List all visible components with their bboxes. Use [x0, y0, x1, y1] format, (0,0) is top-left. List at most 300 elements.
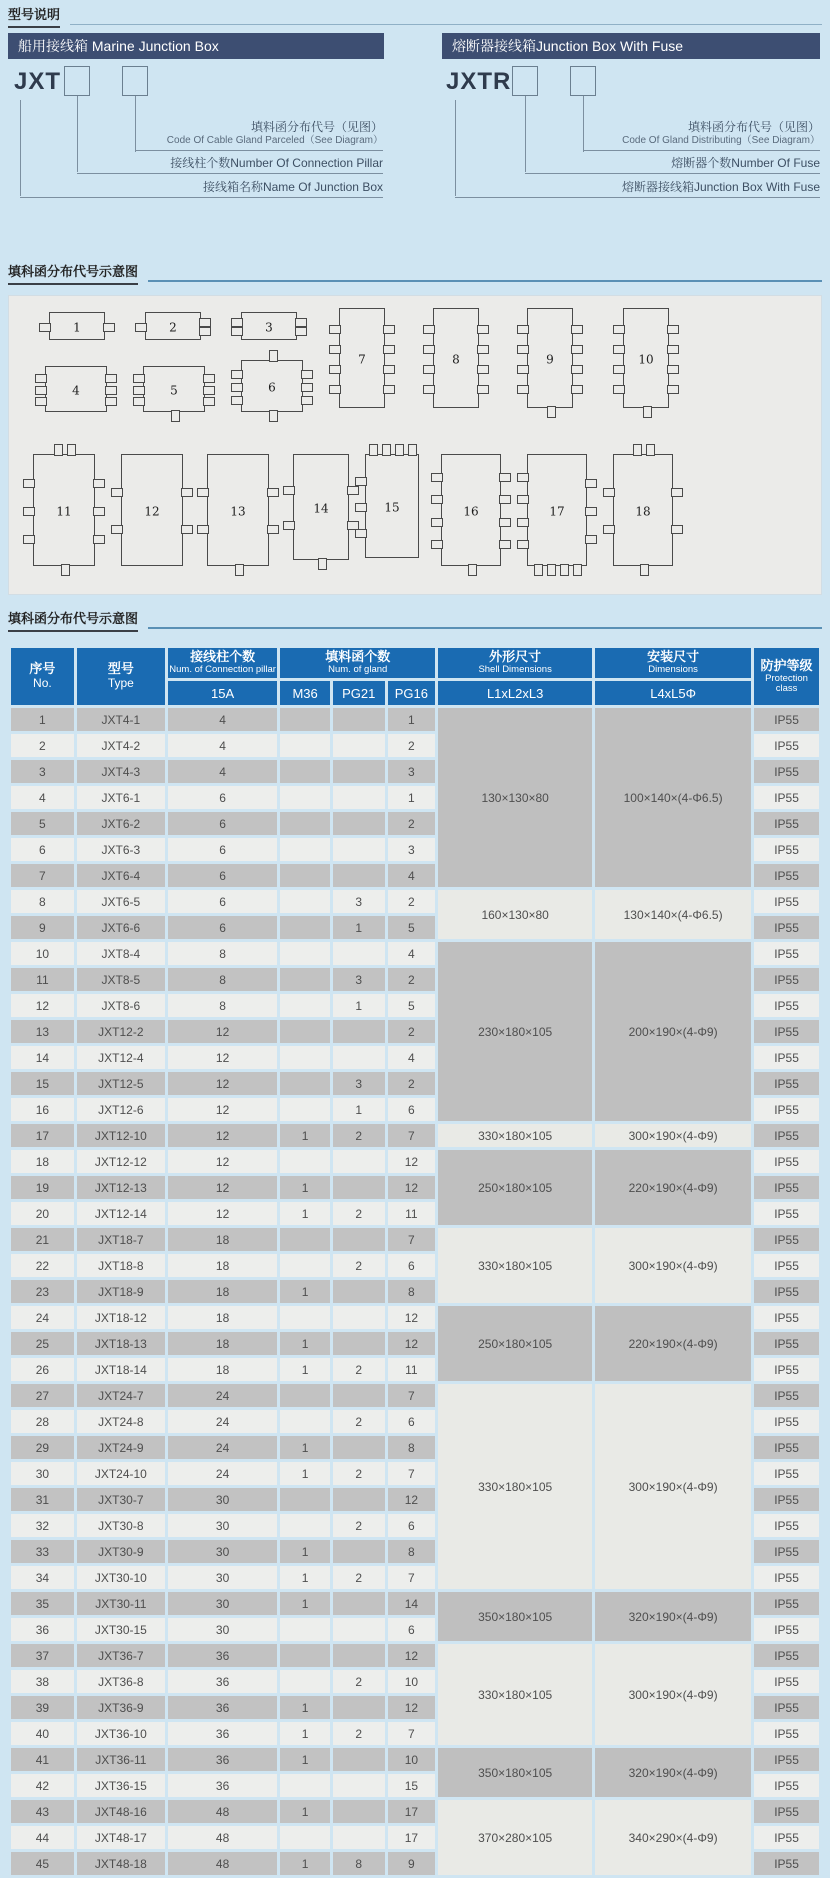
fuse-prefix: JXTR: [446, 68, 512, 95]
gland-tab: [423, 365, 435, 374]
row-type: JXT12-12: [77, 1150, 165, 1173]
cell-m36: [280, 708, 330, 731]
cell-pg16: 7: [388, 1124, 436, 1147]
shell-dimensions-cell: 330×180×105: [438, 1644, 592, 1745]
shell-dimensions-cell: 370×280×105: [438, 1800, 592, 1875]
row-no: 6: [11, 838, 74, 861]
cell-pg21: [333, 942, 385, 965]
header-cn: 接线柱个数: [190, 649, 256, 665]
cell-15a: 30: [168, 1514, 277, 1537]
gland-diagram-9: [527, 308, 573, 408]
gland-tab: [269, 410, 278, 422]
cell-pg16: 4: [388, 1046, 436, 1069]
gland-tab: [633, 444, 642, 456]
cell-15a: 6: [168, 916, 277, 939]
gland-tab: [383, 325, 395, 334]
cell-m36: [280, 1410, 330, 1433]
gland-tab: [105, 397, 117, 406]
cell-m36: [280, 1046, 330, 1069]
model-section-header: [8, 8, 822, 28]
cell-pg21: 2: [333, 1124, 385, 1147]
cell-pg16: 14: [388, 1592, 436, 1615]
cell-pg21: [333, 1280, 385, 1303]
cell-pg16: 2: [388, 734, 436, 757]
cell-15a: 36: [168, 1644, 277, 1667]
gland-tab: [269, 350, 278, 362]
gland-tab: [571, 325, 583, 334]
cell-pg21: 1: [333, 994, 385, 1017]
cell-pg21: 2: [333, 1514, 385, 1537]
subheader-mount-formula: L4xL5Φ: [595, 681, 751, 705]
row-type: JXT12-4: [77, 1046, 165, 1069]
cell-15a: 8: [168, 994, 277, 1017]
row-no: 21: [11, 1228, 74, 1251]
cell-pg16: 10: [388, 1748, 436, 1771]
row-no: 28: [11, 1410, 74, 1433]
col-header-shell: [438, 648, 592, 678]
mount-dimensions-cell: 300×190×(4-Φ9): [595, 1124, 751, 1147]
cell-pg16: 2: [388, 968, 436, 991]
gland-tab: [517, 495, 529, 504]
cell-m36: [280, 1098, 330, 1121]
cell-m36: [280, 1670, 330, 1693]
cell-m36: [280, 786, 330, 809]
cell-m36: 1: [280, 1800, 330, 1823]
row-type: JXT36-15: [77, 1774, 165, 1797]
cell-pg21: [333, 1306, 385, 1329]
cell-protection: IP55: [754, 1254, 819, 1277]
cell-pg21: [333, 1644, 385, 1667]
gland-tab: [283, 521, 295, 530]
cell-m36: [280, 942, 330, 965]
table-row: [11, 1124, 819, 1147]
row-type: JXT30-8: [77, 1514, 165, 1537]
col-header-no: [11, 648, 74, 705]
row-type: JXT18-14: [77, 1358, 165, 1381]
row-no: 16: [11, 1098, 74, 1121]
row-type: JXT4-2: [77, 734, 165, 757]
cell-pg16: 7: [388, 1722, 436, 1745]
row-type: JXT8-4: [77, 942, 165, 965]
table-row: [11, 708, 819, 731]
gland-tab: [547, 564, 556, 576]
cell-protection: IP55: [754, 1722, 819, 1745]
row-no: 37: [11, 1644, 74, 1667]
row-no: 1: [11, 708, 74, 731]
table-row: [11, 1592, 819, 1615]
cell-protection: IP55: [754, 1358, 819, 1381]
cell-pg21: [333, 1696, 385, 1719]
cell-15a: 18: [168, 1332, 277, 1355]
cell-pg21: [333, 1332, 385, 1355]
cell-protection: IP55: [754, 1202, 819, 1225]
header-en: Type: [107, 676, 134, 691]
mount-dimensions-cell: 300×190×(4-Φ9): [595, 1644, 751, 1745]
table-row: [11, 942, 819, 965]
row-no: 36: [11, 1618, 74, 1641]
col-header-pillar: [168, 648, 277, 678]
cell-protection: IP55: [754, 1306, 819, 1329]
cell-pg21: [333, 1488, 385, 1511]
cell-protection: IP55: [754, 1280, 819, 1303]
header-cn: 安装尺寸: [647, 649, 700, 665]
row-type: JXT12-2: [77, 1020, 165, 1043]
row-no: 9: [11, 916, 74, 939]
gland-diagram-7: [339, 308, 385, 408]
gland-tab: [231, 370, 243, 379]
cell-pg21: 3: [333, 968, 385, 991]
header-cn: 填料函个数: [325, 649, 391, 665]
header-cn: 防护等级: [760, 657, 813, 673]
gland-tab: [329, 345, 341, 354]
gland-tab: [199, 327, 211, 336]
row-no: 10: [11, 942, 74, 965]
diagram-section-rule: [148, 280, 822, 282]
mount-dimensions-cell: 300×190×(4-Φ9): [595, 1384, 751, 1589]
row-type: JXT6-2: [77, 812, 165, 835]
cell-15a: 12: [168, 1046, 277, 1069]
cell-protection: IP55: [754, 812, 819, 835]
row-type: JXT24-8: [77, 1410, 165, 1433]
gland-tab: [585, 479, 597, 488]
cell-pg16: 7: [388, 1384, 436, 1407]
diagram-number: 2: [169, 320, 177, 335]
diagram-number: 14: [313, 501, 329, 516]
cell-pg21: 2: [333, 1670, 385, 1693]
gland-tab: [199, 318, 211, 327]
gland-tab: [329, 325, 341, 334]
cell-pg21: [333, 1592, 385, 1615]
row-no: 40: [11, 1722, 74, 1745]
gland-tab: [517, 518, 529, 527]
cell-pg16: 10: [388, 1670, 436, 1693]
marine-prefix: JXT: [14, 68, 62, 95]
gland-tab: [423, 325, 435, 334]
gland-diagram-14: [293, 454, 349, 560]
gland-diagram-10: [623, 308, 669, 408]
row-no: 7: [11, 864, 74, 887]
cell-15a: 12: [168, 1150, 277, 1173]
gland-tab: [135, 323, 147, 332]
marine-code-box-2: [122, 66, 148, 96]
row-type: JXT18-13: [77, 1332, 165, 1355]
gland-tab: [423, 345, 435, 354]
gland-tab: [383, 365, 395, 374]
cell-15a: 6: [168, 812, 277, 835]
cell-m36: 1: [280, 1176, 330, 1199]
cell-protection: IP55: [754, 838, 819, 861]
shell-dimensions-cell: 230×180×105: [438, 942, 592, 1121]
fuse-box-title: 熔断器接线箱Junction Box With Fuse: [442, 33, 820, 59]
cell-pg21: 8: [333, 1852, 385, 1875]
gland-tab: [93, 535, 105, 544]
cell-15a: 8: [168, 968, 277, 991]
gland-tab: [181, 525, 193, 534]
subheader-shell-formula: L1xL2xL3: [438, 681, 592, 705]
header-en: Shell Dimensions: [478, 664, 552, 676]
cell-pg16: 8: [388, 1280, 436, 1303]
table-row: [11, 1644, 819, 1667]
cell-m36: [280, 760, 330, 783]
cell-protection: IP55: [754, 1514, 819, 1537]
gland-tab: [408, 444, 417, 456]
cell-pg21: [333, 864, 385, 887]
gland-diagram-18: [613, 454, 673, 566]
row-no: 38: [11, 1670, 74, 1693]
gland-tab: [603, 525, 615, 534]
cell-pg21: [333, 1150, 385, 1173]
cell-pg16: 6: [388, 1618, 436, 1641]
cell-15a: 36: [168, 1722, 277, 1745]
gland-tab: [231, 396, 243, 405]
cell-pg21: 2: [333, 1410, 385, 1433]
row-type: JXT30-7: [77, 1488, 165, 1511]
cell-pg16: 3: [388, 838, 436, 861]
gland-tab: [395, 444, 404, 456]
cell-m36: 1: [280, 1280, 330, 1303]
cell-pg16: 3: [388, 760, 436, 783]
row-no: 24: [11, 1306, 74, 1329]
cell-15a: 12: [168, 1072, 277, 1095]
row-no: 15: [11, 1072, 74, 1095]
cell-protection: IP55: [754, 1124, 819, 1147]
cell-pg16: 6: [388, 1410, 436, 1433]
diagram-number: 6: [268, 380, 276, 395]
cell-pg16: 8: [388, 1540, 436, 1563]
cell-protection: IP55: [754, 1592, 819, 1615]
row-no: 41: [11, 1748, 74, 1771]
gland-tab: [111, 525, 123, 534]
gland-diagram-1: [49, 312, 105, 340]
cell-m36: [280, 968, 330, 991]
fuse-count-label: 熔断器个数Number Of Fuse: [525, 156, 820, 174]
cell-15a: 30: [168, 1618, 277, 1641]
cell-15a: 12: [168, 1202, 277, 1225]
cell-pg16: 8: [388, 1436, 436, 1459]
gland-tab: [301, 370, 313, 379]
row-type: JXT18-12: [77, 1306, 165, 1329]
gland-tab: [231, 383, 243, 392]
table-section-header: [8, 612, 822, 632]
cell-15a: 18: [168, 1358, 277, 1381]
row-no: 13: [11, 1020, 74, 1043]
cell-pg21: [333, 760, 385, 783]
row-no: 31: [11, 1488, 74, 1511]
row-no: 32: [11, 1514, 74, 1537]
gland-diagram-11: [33, 454, 95, 566]
diagram-number: 15: [384, 500, 400, 515]
cell-m36: [280, 1644, 330, 1667]
cell-pg16: 5: [388, 994, 436, 1017]
cell-m36: [280, 812, 330, 835]
gland-tab: [383, 385, 395, 394]
cell-m36: 1: [280, 1566, 330, 1589]
row-type: JXT4-3: [77, 760, 165, 783]
gland-tab: [499, 473, 511, 482]
gland-tab: [671, 525, 683, 534]
mount-dimensions-cell: 220×190×(4-Φ9): [595, 1306, 751, 1381]
cell-pg21: [333, 1228, 385, 1251]
cell-15a: 12: [168, 1176, 277, 1199]
gland-tab: [301, 396, 313, 405]
cell-protection: IP55: [754, 1150, 819, 1173]
cell-protection: IP55: [754, 1176, 819, 1199]
cell-protection: IP55: [754, 942, 819, 965]
cell-pg21: 1: [333, 1098, 385, 1121]
gland-tab: [171, 410, 180, 422]
row-type: JXT48-16: [77, 1800, 165, 1823]
cell-pg21: [333, 1826, 385, 1849]
diagram-number: 5: [170, 383, 178, 398]
gland-tab: [197, 525, 209, 534]
gland-tab: [369, 444, 378, 456]
cell-protection: IP55: [754, 1852, 819, 1875]
row-type: JXT30-9: [77, 1540, 165, 1563]
col-header-mount: [595, 648, 751, 678]
cell-pg16: 4: [388, 942, 436, 965]
row-no: 23: [11, 1280, 74, 1303]
cell-m36: 1: [280, 1592, 330, 1615]
cell-pg21: 2: [333, 1202, 385, 1225]
diagram-section-title: 填科函分布代号示意图: [8, 261, 138, 285]
gland-tab: [67, 444, 76, 456]
marine-name-label: 接线箱名称Name Of Junction Box: [20, 180, 383, 198]
cell-15a: 6: [168, 890, 277, 913]
row-type: JXT48-17: [77, 1826, 165, 1849]
gland-diagram-4: [45, 366, 107, 412]
diagram-number: 17: [549, 504, 565, 519]
shell-dimensions-cell: 330×180×105: [438, 1228, 592, 1303]
cell-m36: [280, 1150, 330, 1173]
cell-pg16: 17: [388, 1800, 436, 1823]
cell-m36: 1: [280, 1436, 330, 1459]
gland-tab: [203, 397, 215, 406]
cell-15a: 12: [168, 1098, 277, 1121]
cell-protection: IP55: [754, 890, 819, 913]
cell-m36: [280, 1488, 330, 1511]
gland-tab: [301, 383, 313, 392]
header-cn: 序号: [29, 661, 56, 677]
spec-table-body: [11, 708, 819, 1875]
shell-dimensions-cell: 350×180×105: [438, 1748, 592, 1797]
gland-tab: [667, 345, 679, 354]
row-no: 18: [11, 1150, 74, 1173]
row-type: JXT6-1: [77, 786, 165, 809]
diagram-number: 18: [635, 504, 651, 519]
cell-m36: 1: [280, 1124, 330, 1147]
cell-15a: 36: [168, 1670, 277, 1693]
cell-m36: [280, 1020, 330, 1043]
row-type: JXT8-5: [77, 968, 165, 991]
gland-diagram-6: [241, 360, 303, 412]
row-no: 17: [11, 1124, 74, 1147]
row-type: JXT6-3: [77, 838, 165, 861]
cell-protection: IP55: [754, 1800, 819, 1823]
gland-tab: [517, 540, 529, 549]
cell-pg21: [333, 1800, 385, 1823]
cell-protection: IP55: [754, 760, 819, 783]
row-no: 2: [11, 734, 74, 757]
gland-diagram-17: [527, 454, 587, 566]
gland-tab: [517, 365, 529, 374]
table-row: [11, 1150, 819, 1173]
gland-tab: [571, 345, 583, 354]
cell-15a: 18: [168, 1280, 277, 1303]
gland-tab: [105, 374, 117, 383]
cell-15a: 8: [168, 942, 277, 965]
gland-tab: [499, 495, 511, 504]
gland-tab: [355, 477, 367, 486]
cell-m36: [280, 1826, 330, 1849]
gland-tab: [613, 385, 625, 394]
cell-pg16: 6: [388, 1254, 436, 1277]
cell-protection: IP55: [754, 708, 819, 731]
gland-tab: [197, 488, 209, 497]
cell-protection: IP55: [754, 1098, 819, 1121]
gland-tab: [35, 397, 47, 406]
gland-diagram-13: [207, 454, 269, 566]
gland-tab: [585, 507, 597, 516]
cell-pg16: 17: [388, 1826, 436, 1849]
gland-tab: [93, 479, 105, 488]
diagram-number: 3: [265, 320, 273, 335]
row-type: JXT18-9: [77, 1280, 165, 1303]
gland-tab: [181, 488, 193, 497]
gland-code-panel: [8, 295, 822, 595]
row-type: JXT18-8: [77, 1254, 165, 1277]
cell-15a: 4: [168, 760, 277, 783]
cell-15a: 30: [168, 1540, 277, 1563]
gland-tab: [355, 503, 367, 512]
diagram-section-header: [8, 265, 822, 285]
cell-pg21: 3: [333, 890, 385, 913]
cell-pg16: 1: [388, 786, 436, 809]
gland-tab: [431, 495, 443, 504]
row-type: JXT24-7: [77, 1384, 165, 1407]
cell-protection: IP55: [754, 1072, 819, 1095]
gland-diagram-5: [143, 366, 205, 412]
cell-pg16: 2: [388, 1072, 436, 1095]
gland-tab: [477, 385, 489, 394]
cell-15a: 48: [168, 1852, 277, 1875]
gland-tab: [329, 365, 341, 374]
mount-dimensions-cell: 320×190×(4-Φ9): [595, 1748, 751, 1797]
gland-tab: [133, 397, 145, 406]
cell-m36: [280, 1072, 330, 1095]
gland-tab: [382, 444, 391, 456]
row-type: JXT18-7: [77, 1228, 165, 1251]
gland-diagram-15: [365, 454, 419, 558]
cell-15a: 30: [168, 1488, 277, 1511]
gland-tab: [231, 318, 243, 327]
row-type: JXT6-6: [77, 916, 165, 939]
gland-tab: [61, 564, 70, 576]
cell-pg21: [333, 1774, 385, 1797]
gland-tab: [613, 325, 625, 334]
cell-15a: 48: [168, 1800, 277, 1823]
row-type: JXT36-8: [77, 1670, 165, 1693]
gland-tab: [613, 365, 625, 374]
gland-tab: [23, 535, 35, 544]
diagram-number: 4: [72, 383, 80, 398]
cell-15a: 4: [168, 734, 277, 757]
cell-15a: 12: [168, 1124, 277, 1147]
cell-m36: 1: [280, 1332, 330, 1355]
marine-code-box-1: [64, 66, 90, 96]
col-header-gland: [280, 648, 435, 678]
row-no: 43: [11, 1800, 74, 1823]
cell-m36: 1: [280, 1852, 330, 1875]
